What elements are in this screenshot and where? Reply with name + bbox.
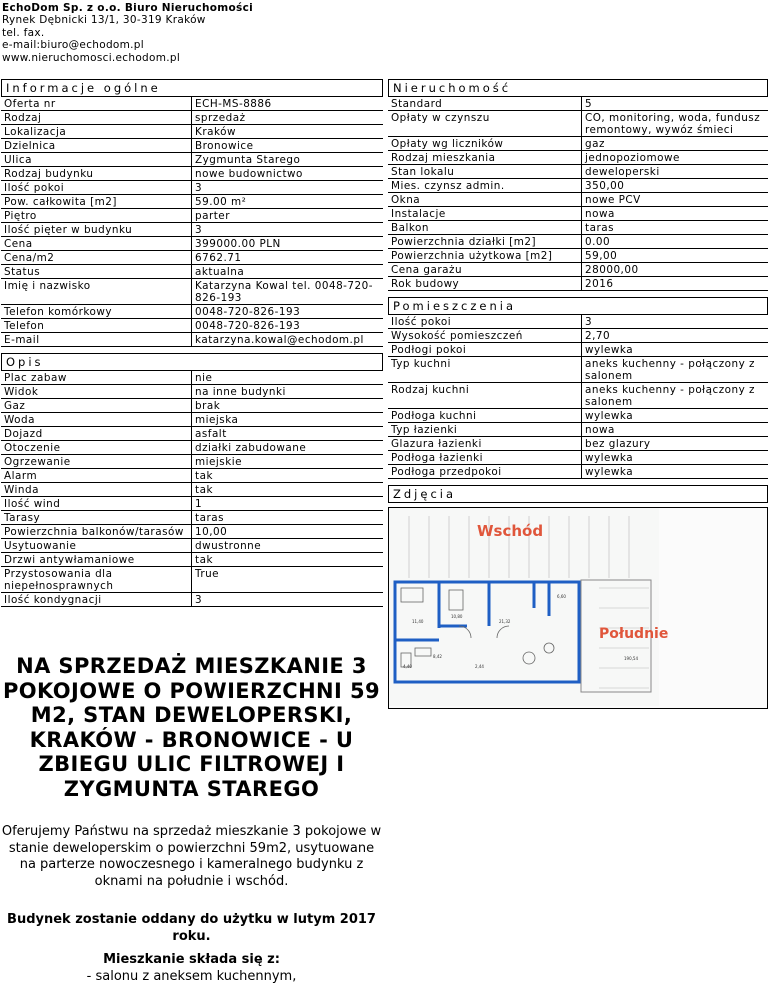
row-label: Telefon bbox=[1, 319, 191, 333]
row-value: na inne budynki bbox=[191, 385, 383, 399]
nieruchomosc-row bbox=[388, 111, 768, 137]
row-value: miejska bbox=[191, 413, 383, 427]
row-label: Dzielnica bbox=[1, 139, 191, 153]
row-value: 59,00 bbox=[581, 249, 768, 263]
info-table bbox=[1, 97, 383, 347]
nieruchomosc-row bbox=[388, 165, 768, 179]
row-label: Rok budowy bbox=[388, 277, 581, 291]
info-row bbox=[1, 139, 383, 153]
row-value: brak bbox=[191, 399, 383, 413]
row-value: Zygmunta Starego bbox=[191, 153, 383, 167]
row-label: Podłoga łazienki bbox=[388, 451, 581, 465]
row-value: 28000,00 bbox=[581, 263, 768, 277]
row-label: Woda bbox=[1, 413, 191, 427]
info-row bbox=[1, 251, 383, 265]
info-row bbox=[1, 111, 383, 125]
row-value: nowa bbox=[581, 423, 768, 437]
row-label: Rodzaj budynku bbox=[1, 167, 191, 181]
row-value: aneks kuchenny - połączony z salonem bbox=[581, 383, 768, 409]
pomieszczenia-row bbox=[388, 343, 768, 357]
floor-plan-image bbox=[389, 508, 669, 706]
row-label: Ulica bbox=[1, 153, 191, 167]
row-value: deweloperski bbox=[581, 165, 768, 179]
row-label: Wysokość pomieszczeń bbox=[388, 329, 581, 343]
agency-website: www.nieruchomosci.echodom.pl bbox=[2, 51, 181, 64]
row-label: Powierzchnia użytkowa [m2] bbox=[388, 249, 581, 263]
row-label: Status bbox=[1, 265, 191, 279]
pomieszczenia-row bbox=[388, 383, 768, 409]
opis-table bbox=[1, 371, 383, 607]
floor-plan-photo[interactable] bbox=[388, 507, 768, 709]
row-label: Podłogi pokoi bbox=[388, 343, 581, 357]
row-value: 2016 bbox=[581, 277, 768, 291]
row-label: Usytuowanie bbox=[1, 539, 191, 553]
row-label: Podłoga przedpokoi bbox=[388, 465, 581, 479]
row-value: tak bbox=[191, 553, 383, 567]
row-value: CO, monitoring, woda, fundusz remontowy, wywóz śmieci bbox=[581, 111, 768, 137]
pomieszczenia-row bbox=[388, 465, 768, 479]
row-value: 399000.00 PLN bbox=[191, 237, 383, 251]
info-row bbox=[1, 97, 383, 111]
svg-text:4,40: 4,40 bbox=[403, 664, 412, 669]
nieruchomosc-row bbox=[388, 235, 768, 249]
row-label: Ilość pokoi bbox=[1, 181, 191, 195]
nieruchomosc-row bbox=[388, 249, 768, 263]
row-value: Kraków bbox=[191, 125, 383, 139]
nieruchomosc-row bbox=[388, 179, 768, 193]
listing-intro: Oferujemy Państwu na sprzedaż mieszkanie 3 pokojowe w stanie deweloperskim o powierzchni 59m2, usytuowane na parterze nowoczesnego i kameralnego budynku z oknami na południe i wschód. bbox=[1, 824, 382, 889]
row-value: 0048-720-826-193 bbox=[191, 305, 383, 319]
listing-headline: NA SPRZEDAŻ MIESZKANIE 3 POKOJOWE O POWIERZCHNI 59 M2, STAN DEWELOPERSKI, KRAKÓW - BRONOWICE - U ZBIEGU ULIC FILTROWEJ I ZYGMUNTA STAREGO bbox=[3, 654, 380, 801]
opis-row bbox=[1, 413, 383, 427]
pomieszczenia-row bbox=[388, 329, 768, 343]
row-label: Powierzchnia działki [m2] bbox=[388, 235, 581, 249]
row-value: 0048-720-826-193 bbox=[191, 319, 383, 333]
info-row bbox=[1, 305, 383, 319]
row-value: wylewka bbox=[581, 343, 768, 357]
row-value: 0.00 bbox=[581, 235, 768, 249]
nieruchomosc-row bbox=[388, 263, 768, 277]
opis-row bbox=[1, 497, 383, 511]
row-value: taras bbox=[581, 221, 768, 235]
row-label: Mies. czynsz admin. bbox=[388, 179, 581, 193]
right-column bbox=[388, 79, 768, 709]
row-value: ECH-MS-8886 bbox=[191, 97, 383, 111]
row-value: tak bbox=[191, 469, 383, 483]
info-row bbox=[1, 223, 383, 237]
row-label: Imię i nazwisko bbox=[1, 279, 191, 305]
row-value: wylewka bbox=[581, 465, 768, 479]
row-label: Tarasy bbox=[1, 511, 191, 525]
section-info-header: Informacje ogólne bbox=[1, 79, 383, 97]
row-label: Rodzaj bbox=[1, 111, 191, 125]
nieruchomosc-row bbox=[388, 137, 768, 151]
row-label: Ilość wind bbox=[1, 497, 191, 511]
opis-row bbox=[1, 525, 383, 539]
row-value: nowe budownictwo bbox=[191, 167, 383, 181]
row-value: jednopoziomowe bbox=[581, 151, 768, 165]
row-label: Typ kuchni bbox=[388, 357, 581, 383]
row-value: Bronowice bbox=[191, 139, 383, 153]
agency-address: Rynek Dębnicki 13/1, 30-319 Kraków bbox=[2, 14, 206, 27]
svg-text:21,32: 21,32 bbox=[499, 619, 511, 624]
agency-name: EchoDom Sp. z o.o. Biuro Nieruchomości bbox=[2, 2, 253, 14]
row-value: wylewka bbox=[581, 451, 768, 465]
info-row bbox=[1, 279, 383, 305]
row-label: Plac zabaw bbox=[1, 371, 191, 385]
row-label: Rodzaj kuchni bbox=[388, 383, 581, 409]
svg-text:2,44: 2,44 bbox=[475, 664, 484, 669]
svg-text:190,54: 190,54 bbox=[624, 656, 638, 661]
opis-row bbox=[1, 441, 383, 455]
info-row bbox=[1, 125, 383, 139]
row-label: Glazura łazienki bbox=[388, 437, 581, 451]
row-label: Typ łazienki bbox=[388, 423, 581, 437]
pomieszczenia-row bbox=[388, 451, 768, 465]
svg-text:6,60: 6,60 bbox=[557, 594, 566, 599]
row-value: 10,00 bbox=[191, 525, 383, 539]
row-value: 3 bbox=[581, 315, 768, 329]
row-label: Lokalizacja bbox=[1, 125, 191, 139]
opis-row bbox=[1, 469, 383, 483]
plan-label-south: Południe bbox=[599, 626, 669, 642]
row-value: tak bbox=[191, 483, 383, 497]
nieruchomosc-row bbox=[388, 221, 768, 235]
section-pomieszczenia-header: Pomieszczenia bbox=[388, 297, 768, 315]
row-label: Stan lokalu bbox=[388, 165, 581, 179]
opis-row bbox=[1, 567, 383, 593]
row-value: nie bbox=[191, 371, 383, 385]
row-label: Winda bbox=[1, 483, 191, 497]
svg-text:8,42: 8,42 bbox=[433, 654, 442, 659]
agency-phone: tel. fax. bbox=[2, 26, 45, 39]
row-label: Cena bbox=[1, 237, 191, 251]
listing-composition-item: - salonu z aneksem kuchennym, bbox=[86, 969, 297, 984]
row-label: Przystosowania dla niepełnosprawnych bbox=[1, 567, 191, 593]
svg-text:10,80: 10,80 bbox=[451, 614, 463, 619]
row-value: sprzedaż bbox=[191, 111, 383, 125]
row-label: Piętro bbox=[1, 209, 191, 223]
row-value: taras bbox=[191, 511, 383, 525]
row-label: Instalacje bbox=[388, 207, 581, 221]
opis-row bbox=[1, 399, 383, 413]
nieruchomosc-row bbox=[388, 97, 768, 111]
info-row bbox=[1, 195, 383, 209]
row-label: Ogrzewanie bbox=[1, 455, 191, 469]
row-label: Drzwi antywłamaniowe bbox=[1, 553, 191, 567]
row-label: Gaz bbox=[1, 399, 191, 413]
row-label: Standard bbox=[388, 97, 581, 111]
info-row bbox=[1, 265, 383, 279]
plan-label-east: Wschód bbox=[477, 522, 544, 540]
row-value: parter bbox=[191, 209, 383, 223]
row-value: bez glazury bbox=[581, 437, 768, 451]
pomieszczenia-row bbox=[388, 423, 768, 437]
row-value: 1 bbox=[191, 497, 383, 511]
agency-header bbox=[2, 2, 253, 64]
listing-handover: Budynek zostanie oddany do użytku w lutym 2017 roku. bbox=[7, 912, 376, 944]
row-value: miejskie bbox=[191, 455, 383, 469]
row-label: Cena garażu bbox=[388, 263, 581, 277]
nieruchomosc-row bbox=[388, 151, 768, 165]
opis-row bbox=[1, 539, 383, 553]
section-nieruchomosc-header: Nieruchomość bbox=[388, 79, 768, 97]
row-label: Alarm bbox=[1, 469, 191, 483]
pomieszczenia-row bbox=[388, 437, 768, 451]
row-label: Ilość kondygnacji bbox=[1, 593, 191, 607]
row-value: wylewka bbox=[581, 409, 768, 423]
row-label: Cena/m2 bbox=[1, 251, 191, 265]
nieruchomosc-row bbox=[388, 207, 768, 221]
left-column bbox=[1, 79, 383, 607]
pomieszczenia-row bbox=[388, 315, 768, 329]
section-opis-header: Opis bbox=[1, 353, 383, 371]
row-value: True bbox=[191, 567, 383, 593]
opis-row bbox=[1, 385, 383, 399]
agency-email: e-mail:biuro@echodom.pl bbox=[2, 39, 144, 52]
row-value: 3 bbox=[191, 223, 383, 237]
info-row bbox=[1, 237, 383, 251]
section-zdjecia-header: Zdjęcia bbox=[388, 485, 768, 503]
listing-composition-title: Mieszkanie składa się z: bbox=[103, 952, 280, 967]
row-value: aneks kuchenny - połączony z salonem bbox=[581, 357, 768, 383]
row-label: Widok bbox=[1, 385, 191, 399]
pomieszczenia-row bbox=[388, 357, 768, 383]
nieruchomosc-table bbox=[388, 97, 768, 291]
row-label: Podłoga kuchni bbox=[388, 409, 581, 423]
row-label: Telefon komórkowy bbox=[1, 305, 191, 319]
row-label: Dojazd bbox=[1, 427, 191, 441]
info-row bbox=[1, 153, 383, 167]
row-label: Opłaty w czynszu bbox=[388, 111, 581, 137]
row-label: Ilość pięter w budynku bbox=[1, 223, 191, 237]
row-value: gaz bbox=[581, 137, 768, 151]
opis-row bbox=[1, 455, 383, 469]
row-value: asfalt bbox=[191, 427, 383, 441]
row-label: Ilość pokoi bbox=[388, 315, 581, 329]
row-label: Opłaty wg liczników bbox=[388, 137, 581, 151]
nieruchomosc-row bbox=[388, 193, 768, 207]
pomieszczenia-row bbox=[388, 409, 768, 423]
info-row bbox=[1, 181, 383, 195]
row-value: 3 bbox=[191, 181, 383, 195]
row-label: Rodzaj mieszkania bbox=[388, 151, 581, 165]
pomieszczenia-table bbox=[388, 315, 768, 479]
row-value: Katarzyna Kowal tel. 0048-720-826-193 bbox=[191, 279, 383, 305]
row-value: 3 bbox=[191, 593, 383, 607]
row-value: nowa bbox=[581, 207, 768, 221]
row-value: nowe PCV bbox=[581, 193, 768, 207]
row-value: 59.00 m² bbox=[191, 195, 383, 209]
row-label: Balkon bbox=[388, 221, 581, 235]
row-value: aktualna bbox=[191, 265, 383, 279]
row-value: 350,00 bbox=[581, 179, 768, 193]
row-label: E-mail bbox=[1, 333, 191, 347]
info-row bbox=[1, 319, 383, 333]
opis-row bbox=[1, 483, 383, 497]
row-value: katarzyna.kowal@echodom.pl bbox=[191, 333, 383, 347]
row-value: 5 bbox=[581, 97, 768, 111]
row-value: 2,70 bbox=[581, 329, 768, 343]
opis-row bbox=[1, 593, 383, 607]
row-label: Pow. całkowita [m2] bbox=[1, 195, 191, 209]
svg-text:11,40: 11,40 bbox=[412, 619, 424, 624]
row-label: Powierzchnia balkonów/tarasów bbox=[1, 525, 191, 539]
opis-row bbox=[1, 553, 383, 567]
row-value: działki zabudowane bbox=[191, 441, 383, 455]
row-value: dwustronne bbox=[191, 539, 383, 553]
row-label: Otoczenie bbox=[1, 441, 191, 455]
info-row bbox=[1, 209, 383, 223]
row-label: Okna bbox=[388, 193, 581, 207]
row-label: Oferta nr bbox=[1, 97, 191, 111]
info-row bbox=[1, 333, 383, 347]
opis-row bbox=[1, 511, 383, 525]
info-row bbox=[1, 167, 383, 181]
opis-row bbox=[1, 427, 383, 441]
row-value: 6762.71 bbox=[191, 251, 383, 265]
opis-row bbox=[1, 371, 383, 385]
nieruchomosc-row bbox=[388, 277, 768, 291]
